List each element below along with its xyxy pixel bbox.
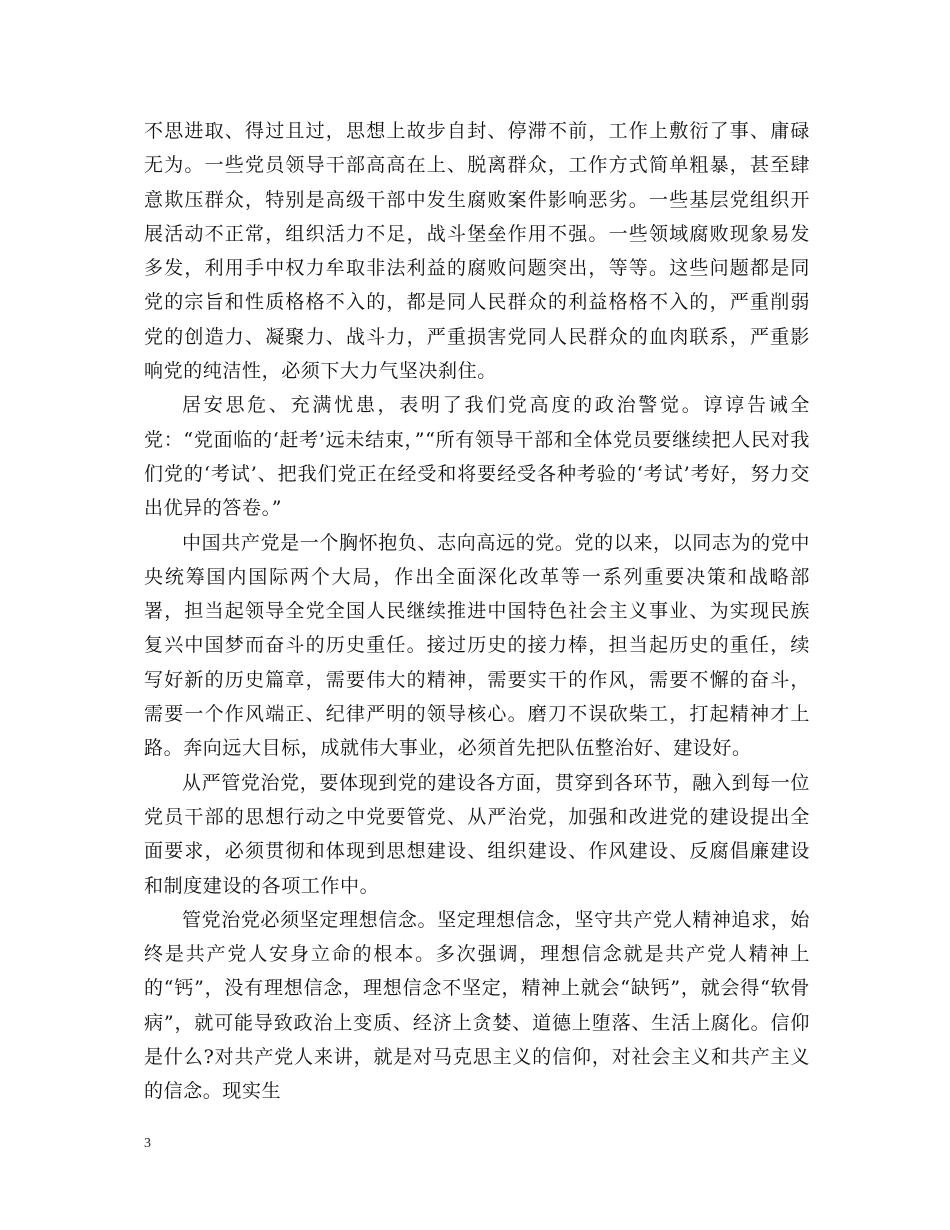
document-body bbox=[144, 114, 810, 1109]
paragraph-2: 居安思危、充满忧患，表明了我们党高度的政治警觉。谆谆告诫全党：“党面临的‘赶考’远未结束，”“所有领导干部和全体党员要继续把人民对我们党的‘考试’、把我们党正在经受和将要经受各种考验的‘考试’考好，努力交出优异的答卷。” bbox=[144, 394, 810, 520]
paragraph-4: 从严管党治党，要体现到党的建设各方面，贯穿到各环节，融入到每一位党员干部的思想行动之中党要管党、从严治党，加强和改进党的建设提出全面要求，必须贯彻和体现到思想建设、组织建设、作风建设、反腐倡廉建设和制度建设的各项工作中。 bbox=[144, 771, 810, 897]
paragraph-5: 管党治党必须坚定理想信念。坚定理想信念，坚守共产党人精神追求，始终是共产党人安身立命的根本。多次强调，理想信念就是共产党人精神上的“钙”，没有理想信念，理想信念不坚定，精神上就会“缺钙”，就会得“软骨病”，就可能导致政治上变质、经济上贪婪、道德上堕落、生活上腐化。信仰是什么?对共产党人来讲，就是对马克思主义的信仰，对社会主义和共产主义的信念。现实生 bbox=[144, 908, 810, 1103]
paragraph-3: 中国共产党是一个胸怀抱负、志向高远的党。党的以来，以同志为的党中央统筹国内国际两个大局，作出全面深化改革等一系列重要决策和战略部署，担当起领导全党全国人民继续推进中国特色社会主义事业、为实现民族复兴中国梦而奋斗的历史重任。接过历史的接力棒，担当起历史的重任，续写好新的历史篇章，需要伟大的精神，需要实干的作风，需要不懈的奋斗，需要一个作风端正、纪律严明的领导核心。磨刀不误砍柴工，打起精神才上路。奔向远大目标，成就伟大事业，必须首先把队伍整治好、建设好。 bbox=[144, 531, 810, 760]
paragraph-1: 不思进取、得过且过，思想上故步自封、停滞不前，工作上敷衍了事、庸碌无为。一些党员领导干部高高在上、脱离群众，工作方式简单粗暴，甚至肆意欺压群众，特别是高级干部中发生腐败案件影响恶劣。一些基层党组织开展活动不正常，组织活力不足，战斗堡垒作用不强。一些领域腐败现象易发多发，利用手中权力牟取非法利益的腐败问题突出，等等。这些问题都是同党的宗旨和性质格格不入的，都是同人民群众的利益格格不入的，严重削弱党的创造力、凝聚力、战斗力，严重损害党同人民群众的血肉联系，严重影响党的纯洁性，必须下大力气坚决刹住。 bbox=[144, 120, 810, 383]
page-number: 3 bbox=[144, 1136, 151, 1151]
